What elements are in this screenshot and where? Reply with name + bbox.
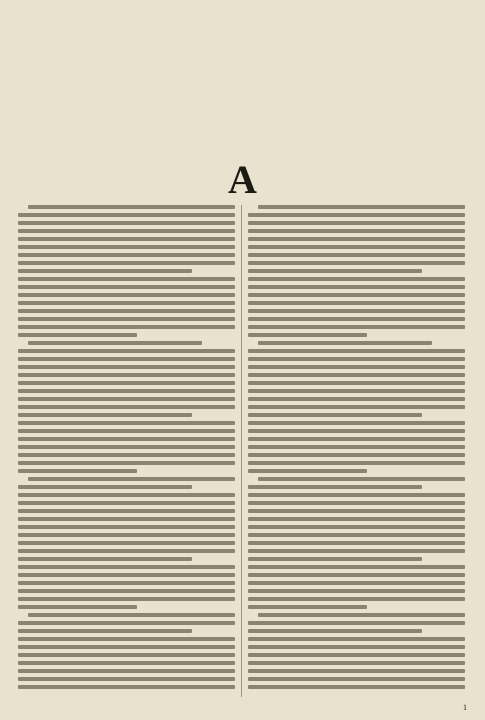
text-line-placeholder	[18, 413, 192, 417]
text-line-placeholder	[248, 285, 465, 289]
text-line-placeholder	[18, 469, 137, 473]
text-line-placeholder	[248, 349, 465, 353]
text-line-placeholder	[248, 397, 465, 401]
text-line-placeholder	[248, 677, 465, 681]
text-line-placeholder	[248, 357, 465, 361]
text-line-placeholder	[18, 349, 235, 353]
text-line-placeholder	[18, 581, 235, 585]
text-line-placeholder	[248, 469, 367, 473]
left-column	[18, 205, 235, 697]
text-line-placeholder	[248, 573, 465, 577]
column-divider	[241, 205, 242, 697]
text-line-placeholder	[18, 261, 235, 265]
text-line-placeholder	[18, 501, 235, 505]
text-line-placeholder	[248, 373, 465, 377]
text-line-placeholder	[248, 605, 367, 609]
text-line-placeholder	[258, 205, 465, 209]
text-line-placeholder	[248, 381, 465, 385]
text-line-placeholder	[18, 381, 235, 385]
text-line-placeholder	[18, 293, 235, 297]
text-line-placeholder	[28, 613, 235, 617]
text-line-placeholder	[248, 437, 465, 441]
text-line-placeholder	[18, 493, 235, 497]
text-line-placeholder	[248, 637, 465, 641]
text-line-placeholder	[248, 669, 465, 673]
text-line-placeholder	[18, 453, 235, 457]
text-line-placeholder	[18, 421, 235, 425]
text-line-placeholder	[18, 229, 235, 233]
text-line-placeholder	[18, 301, 235, 305]
text-line-placeholder	[18, 525, 235, 529]
text-line-placeholder	[248, 493, 465, 497]
text-line-placeholder	[18, 309, 235, 313]
text-line-placeholder	[18, 653, 235, 657]
text-line-placeholder	[18, 253, 235, 257]
text-line-placeholder	[18, 277, 235, 281]
text-line-placeholder	[18, 269, 192, 273]
text-line-placeholder	[248, 453, 465, 457]
text-line-placeholder	[18, 661, 235, 665]
text-line-placeholder	[248, 597, 465, 601]
text-line-placeholder	[248, 525, 465, 529]
text-line-placeholder	[248, 541, 465, 545]
text-line-placeholder	[28, 341, 202, 345]
text-line-placeholder	[18, 373, 235, 377]
text-line-placeholder	[248, 653, 465, 657]
text-line-placeholder	[248, 389, 465, 393]
text-line-placeholder	[248, 277, 465, 281]
text-line-placeholder	[248, 421, 465, 425]
text-line-placeholder	[18, 573, 235, 577]
text-line-placeholder	[248, 309, 465, 313]
text-line-placeholder	[248, 365, 465, 369]
text-line-placeholder	[248, 501, 465, 505]
text-line-placeholder	[18, 485, 192, 489]
text-line-placeholder	[258, 341, 432, 345]
text-line-placeholder	[248, 229, 465, 233]
text-line-placeholder	[18, 317, 235, 321]
text-line-placeholder	[248, 405, 465, 409]
page-footer	[18, 702, 467, 714]
text-line-placeholder	[18, 357, 235, 361]
text-line-placeholder	[18, 213, 235, 217]
text-line-placeholder	[248, 461, 465, 465]
text-line-placeholder	[18, 437, 235, 441]
text-line-placeholder	[258, 477, 465, 481]
text-line-placeholder	[18, 541, 235, 545]
text-line-placeholder	[248, 293, 465, 297]
right-column	[248, 205, 465, 697]
text-line-placeholder	[18, 461, 235, 465]
text-line-placeholder	[28, 205, 235, 209]
text-line-placeholder	[248, 589, 465, 593]
text-line-placeholder	[18, 245, 235, 249]
text-line-placeholder	[248, 645, 465, 649]
text-line-placeholder	[248, 549, 465, 553]
text-line-placeholder	[248, 413, 422, 417]
text-line-placeholder	[18, 557, 192, 561]
text-line-placeholder	[18, 645, 235, 649]
text-line-placeholder	[18, 365, 235, 369]
text-line-placeholder	[18, 549, 235, 553]
text-line-placeholder	[18, 629, 192, 633]
text-line-placeholder	[248, 237, 465, 241]
text-line-placeholder	[248, 253, 465, 257]
text-line-placeholder	[18, 445, 235, 449]
text-line-placeholder	[248, 517, 465, 521]
text-line-placeholder	[18, 221, 235, 225]
text-line-placeholder	[18, 397, 235, 401]
letter-heading: А	[228, 157, 257, 202]
text-line-placeholder	[18, 637, 235, 641]
text-line-placeholder	[18, 589, 235, 593]
text-line-placeholder	[18, 685, 235, 689]
text-line-placeholder	[248, 261, 465, 265]
text-line-placeholder	[18, 517, 235, 521]
text-line-placeholder	[18, 325, 235, 329]
text-line-placeholder	[18, 333, 137, 337]
text-line-placeholder	[18, 669, 235, 673]
text-line-placeholder	[248, 629, 422, 633]
text-line-placeholder	[248, 325, 465, 329]
text-line-placeholder	[248, 565, 465, 569]
text-line-placeholder	[248, 269, 422, 273]
text-line-placeholder	[248, 621, 465, 625]
text-line-placeholder	[248, 245, 465, 249]
text-line-placeholder	[18, 405, 235, 409]
text-line-placeholder	[18, 565, 235, 569]
text-line-placeholder	[248, 485, 422, 489]
text-line-placeholder	[18, 621, 235, 625]
text-line-placeholder	[248, 445, 465, 449]
text-line-placeholder	[18, 285, 235, 289]
text-line-placeholder	[18, 237, 235, 241]
text-line-placeholder	[248, 301, 465, 305]
text-line-placeholder	[248, 581, 465, 585]
text-line-placeholder	[248, 685, 465, 689]
text-line-placeholder	[248, 317, 465, 321]
page-number: 1	[463, 703, 467, 712]
text-line-placeholder	[248, 429, 465, 433]
text-line-placeholder	[18, 605, 137, 609]
text-line-placeholder	[18, 429, 235, 433]
text-line-placeholder	[248, 221, 465, 225]
text-line-placeholder	[18, 533, 235, 537]
text-line-placeholder	[248, 533, 465, 537]
text-line-placeholder	[18, 677, 235, 681]
text-line-placeholder	[248, 661, 465, 665]
text-line-placeholder	[18, 509, 235, 513]
text-line-placeholder	[18, 597, 235, 601]
text-line-placeholder	[248, 213, 465, 217]
text-line-placeholder	[248, 557, 422, 561]
text-line-placeholder	[248, 333, 367, 337]
text-line-placeholder	[248, 509, 465, 513]
text-line-placeholder	[18, 389, 235, 393]
text-line-placeholder	[28, 477, 235, 481]
text-line-placeholder	[258, 613, 465, 617]
